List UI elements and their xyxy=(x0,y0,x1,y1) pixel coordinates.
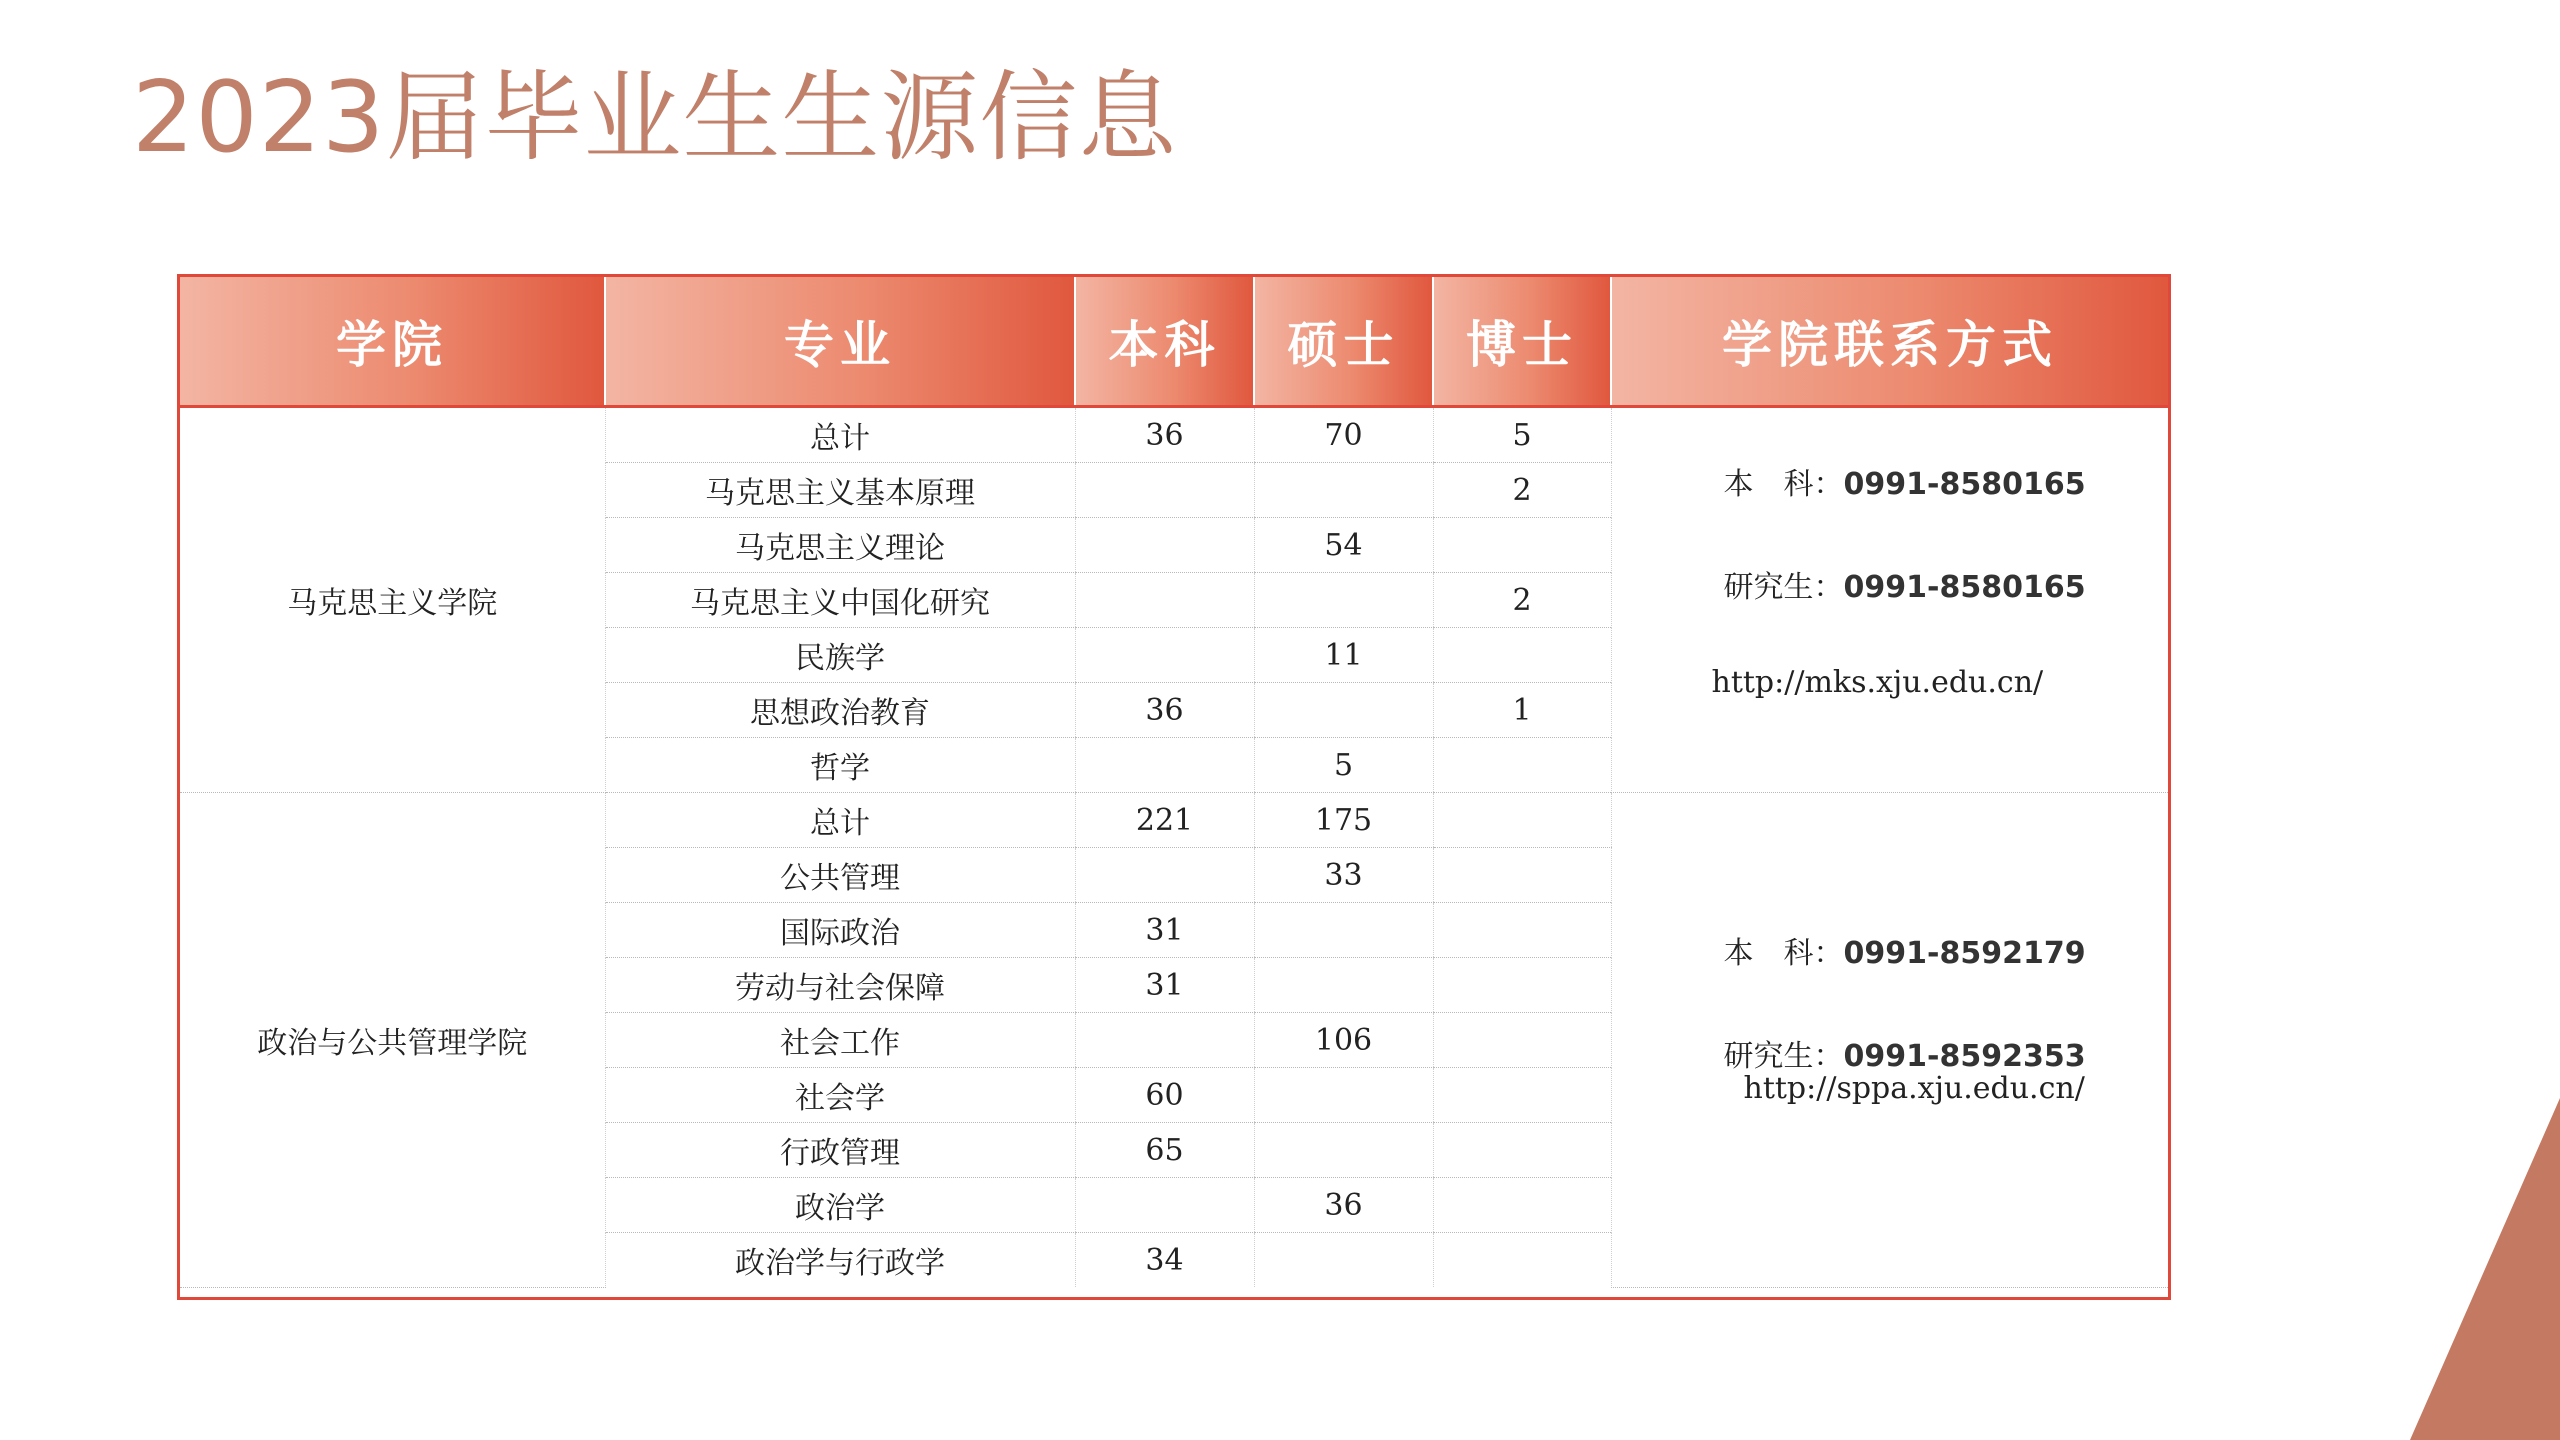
bachelor-cell xyxy=(1075,573,1254,628)
master-cell: 11 xyxy=(1254,628,1433,683)
doctor-cell xyxy=(1433,1068,1611,1123)
doctor-cell xyxy=(1433,1123,1611,1178)
bachelor-cell xyxy=(1075,463,1254,518)
contact-graduate-label: 研究生： xyxy=(1723,1039,1844,1074)
master-cell: 5 xyxy=(1254,738,1433,793)
doctor-cell xyxy=(1433,903,1611,958)
master-cell: 175 xyxy=(1254,793,1433,848)
header-master: 硕士 xyxy=(1254,277,1433,407)
master-cell xyxy=(1254,463,1433,518)
contact-bachelor-phone: 0991-8580165 xyxy=(1843,467,2086,502)
bachelor-cell: 60 xyxy=(1075,1068,1254,1123)
bachelor-cell: 31 xyxy=(1075,958,1254,1013)
major-cell: 马克思主义理论 xyxy=(605,518,1075,573)
contact-graduate-phone: 0991-8592353 xyxy=(1843,1039,2086,1074)
master-cell xyxy=(1254,903,1433,958)
doctor-cell xyxy=(1433,518,1611,573)
header-contact: 学院联系方式 xyxy=(1611,277,2168,407)
contact-bachelor-label: 本 科： xyxy=(1723,467,1844,502)
master-cell: 54 xyxy=(1254,518,1433,573)
major-cell: 劳动与社会保障 xyxy=(605,958,1075,1013)
table-row xyxy=(180,407,2168,463)
doctor-cell xyxy=(1433,848,1611,903)
doctor-cell xyxy=(1433,1013,1611,1068)
major-cell: 哲学 xyxy=(605,738,1075,793)
major-cell: 马克思主义中国化研究 xyxy=(605,573,1075,628)
master-cell xyxy=(1254,1123,1433,1178)
contact-bachelor xyxy=(1724,928,2086,972)
bachelor-cell xyxy=(1075,1178,1254,1233)
bachelor-cell xyxy=(1075,628,1254,683)
doctor-cell: 1 xyxy=(1433,683,1611,738)
contact-graduate xyxy=(1724,562,2086,606)
major-cell: 行政管理 xyxy=(605,1123,1075,1178)
major-cell: 社会工作 xyxy=(605,1013,1075,1068)
bachelor-cell: 36 xyxy=(1075,407,1254,463)
doctor-cell xyxy=(1433,793,1611,848)
master-cell xyxy=(1254,1068,1433,1123)
doctor-cell: 2 xyxy=(1433,573,1611,628)
doctor-cell xyxy=(1433,1233,1611,1288)
major-cell: 总计 xyxy=(605,407,1075,463)
bachelor-cell: 221 xyxy=(1075,793,1254,848)
contact-bachelor xyxy=(1724,459,2086,503)
master-cell: 106 xyxy=(1254,1013,1433,1068)
header-bachelor: 本科 xyxy=(1075,277,1254,407)
corner-triangle xyxy=(2410,1098,2560,1440)
master-cell xyxy=(1254,683,1433,738)
doctor-cell xyxy=(1433,958,1611,1013)
bachelor-cell xyxy=(1075,738,1254,793)
college-contact xyxy=(1611,793,2168,1288)
major-cell: 马克思主义基本原理 xyxy=(605,463,1075,518)
college-name: 政治与公共管理学院 xyxy=(180,793,605,1288)
header-major: 专业 xyxy=(605,277,1075,407)
bachelor-cell xyxy=(1075,1013,1254,1068)
bachelor-cell: 65 xyxy=(1075,1123,1254,1178)
college-name: 马克思主义学院 xyxy=(180,407,605,793)
master-cell: 33 xyxy=(1254,848,1433,903)
contact-graduate xyxy=(1724,1031,2086,1075)
doctor-cell: 2 xyxy=(1433,463,1611,518)
header-doctor: 博士 xyxy=(1433,277,1611,407)
bachelor-cell: 36 xyxy=(1075,683,1254,738)
corner-decoration xyxy=(2410,1098,2560,1440)
major-cell: 思想政治教育 xyxy=(605,683,1075,738)
master-cell xyxy=(1254,1233,1433,1288)
major-cell: 国际政治 xyxy=(605,903,1075,958)
major-cell: 总计 xyxy=(605,793,1075,848)
doctor-cell xyxy=(1433,738,1611,793)
bachelor-cell xyxy=(1075,848,1254,903)
contact-graduate-phone: 0991-8580165 xyxy=(1843,570,2086,605)
page-title: 2023届毕业生生源信息 xyxy=(132,61,1178,175)
major-cell: 民族学 xyxy=(605,628,1075,683)
college-website-link[interactable]: http://sppa.xju.edu.cn/ xyxy=(1743,1071,2085,1106)
master-cell xyxy=(1254,573,1433,628)
table-row xyxy=(180,793,2168,848)
graduate-source-table xyxy=(180,277,2168,1288)
college-contact xyxy=(1611,407,2168,793)
contact-bachelor-label: 本 科： xyxy=(1723,936,1844,971)
master-cell: 70 xyxy=(1254,407,1433,463)
bachelor-cell: 34 xyxy=(1075,1233,1254,1288)
bachelor-cell: 31 xyxy=(1075,903,1254,958)
header-college: 学院 xyxy=(180,277,605,407)
contact-bachelor-phone: 0991-8592179 xyxy=(1843,936,2086,971)
major-cell: 政治学 xyxy=(605,1178,1075,1233)
bachelor-cell xyxy=(1075,518,1254,573)
doctor-cell: 5 xyxy=(1433,407,1611,463)
table-header-row xyxy=(180,277,2168,407)
college-website-link[interactable]: http://mks.xju.edu.cn/ xyxy=(1711,665,2044,700)
contact-graduate-label: 研究生： xyxy=(1723,570,1844,605)
master-cell xyxy=(1254,958,1433,1013)
major-cell: 公共管理 xyxy=(605,848,1075,903)
major-cell: 社会学 xyxy=(605,1068,1075,1123)
master-cell: 36 xyxy=(1254,1178,1433,1233)
doctor-cell xyxy=(1433,1178,1611,1233)
major-cell: 政治学与行政学 xyxy=(605,1233,1075,1288)
doctor-cell xyxy=(1433,628,1611,683)
